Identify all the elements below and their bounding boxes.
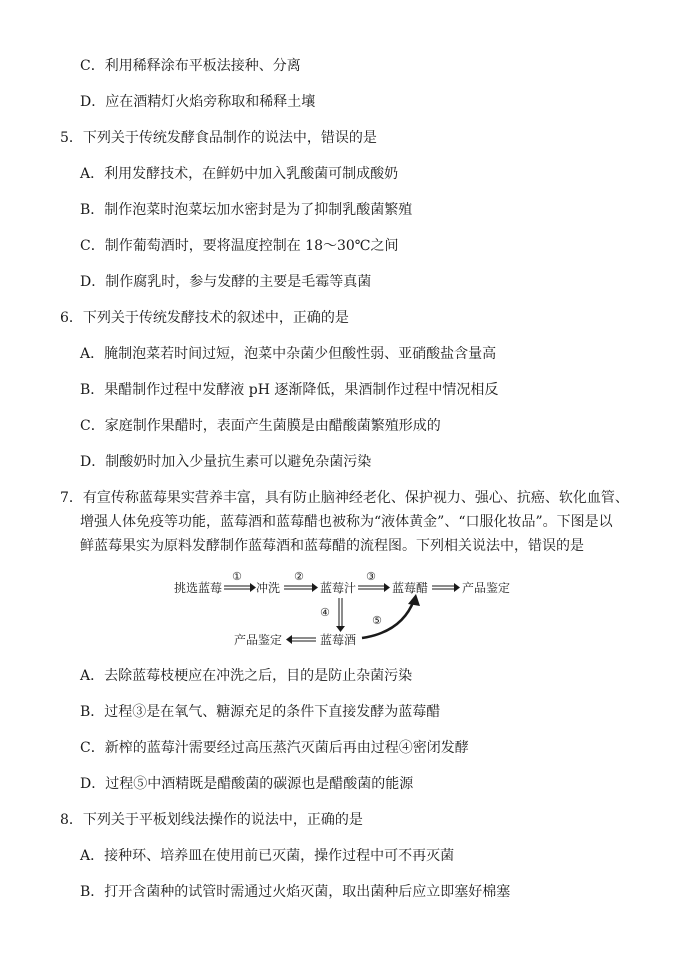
node-identify-1: 产品鉴定	[462, 581, 511, 595]
option-line: D．制酸奶时加入少量抗生素可以避免杂菌污染	[80, 454, 372, 470]
arrow-head	[286, 635, 292, 644]
double-arrow	[358, 586, 386, 589]
flow-diagram	[170, 568, 530, 650]
option-line: C．新榨的蓝莓汁需要经过高压蒸汽灭菌后再由过程④密闭发酵	[80, 740, 469, 756]
double-arrow	[284, 586, 314, 589]
node-wash: 冲洗	[256, 581, 281, 595]
option-line: A．接种环、培养皿在使用前已灭菌，操作过程中可不再灭菌	[80, 848, 455, 864]
question-8: 8．下列关于平板划线法操作的说法中，正确的是	[60, 812, 363, 828]
option-line: C．家庭制作果醋时，表面产生菌膜是由醋酸菌繁殖形成的	[80, 418, 441, 434]
node-vinegar: 蓝莓醋	[392, 581, 429, 595]
option-line: D．应在酒精灯火焰旁称取和稀释土壤	[80, 94, 316, 110]
option-line: B．打开含菌种的试管时需通过火焰灭菌，取出菌种后应立即塞好棉塞	[80, 884, 511, 900]
question-6: 6．下列关于传统发酵技术的叙述中，正确的是	[60, 310, 349, 326]
node-identify-2: 产品鉴定	[234, 633, 283, 647]
option-line: D．制作腐乳时，参与发酵的主要是毛霉等真菌	[80, 274, 372, 290]
option-line: B．果醋制作过程中发酵液 pH 逐渐降低，果酒制作过程中情况相反	[80, 382, 499, 398]
option-line: A．腌制泡菜若时间过短，泡菜中杂菌少但酸性弱、亚硝酸盐含量高	[80, 346, 497, 362]
step-3-label: ③	[366, 570, 376, 583]
double-arrow	[224, 586, 252, 589]
option-line: C．制作葡萄酒时，要将温度控制在 18～30℃之间	[80, 238, 399, 254]
question-7-text: 增强人体免疫等功能，蓝莓酒和蓝莓醋也被称为“液体黄金”、“口服化妆品”。下图是以	[80, 514, 613, 530]
option-line: C．利用稀释涂布平板法接种、分离	[80, 58, 301, 74]
arrow-head	[312, 583, 318, 592]
arrow-head	[408, 594, 420, 606]
option-line: B．过程③是在氧气、糖源充足的条件下直接发酵为蓝莓醋	[80, 704, 441, 720]
arrow-head	[336, 626, 345, 632]
double-arrow-down	[339, 598, 342, 628]
double-arrow	[432, 586, 456, 589]
double-arrow-left	[290, 638, 316, 641]
arrow-head	[384, 583, 390, 592]
curved-arrow	[362, 600, 414, 638]
question-5: 5．下列关于传统发酵食品制作的说法中，错误的是	[60, 130, 377, 146]
option-line: A．去除蓝莓枝梗应在冲洗之后，目的是防止杂菌污染	[80, 668, 413, 684]
step-1-label: ①	[232, 570, 242, 583]
step-4-label: ④	[320, 606, 330, 619]
step-2-label: ②	[294, 570, 304, 583]
option-line: D．过程⑤中酒精既是醋酸菌的碳源也是醋酸菌的能源	[80, 776, 414, 792]
question-7: 7．有宣传称蓝莓果实营养丰富，具有防止脑神经老化、保护视力、强心、抗癌、软化血管、	[60, 490, 629, 506]
step-5-label: ⑤	[372, 614, 382, 627]
node-juice: 蓝莓汁	[320, 581, 357, 595]
arrow-head	[454, 583, 460, 592]
question-7-text: 鲜蓝莓果实为原料发酵制作蓝莓酒和蓝莓醋的流程图。下列相关说法中，错误的是	[80, 538, 584, 554]
option-line: B．制作泡菜时泡菜坛加水密封是为了抑制乳酸菌繁殖	[80, 202, 413, 218]
option-line: A．利用发酵技术，在鲜奶中加入乳酸菌可制成酸奶	[80, 166, 399, 182]
node-select: 挑选蓝莓	[174, 581, 223, 595]
node-wine: 蓝莓酒	[320, 633, 357, 647]
